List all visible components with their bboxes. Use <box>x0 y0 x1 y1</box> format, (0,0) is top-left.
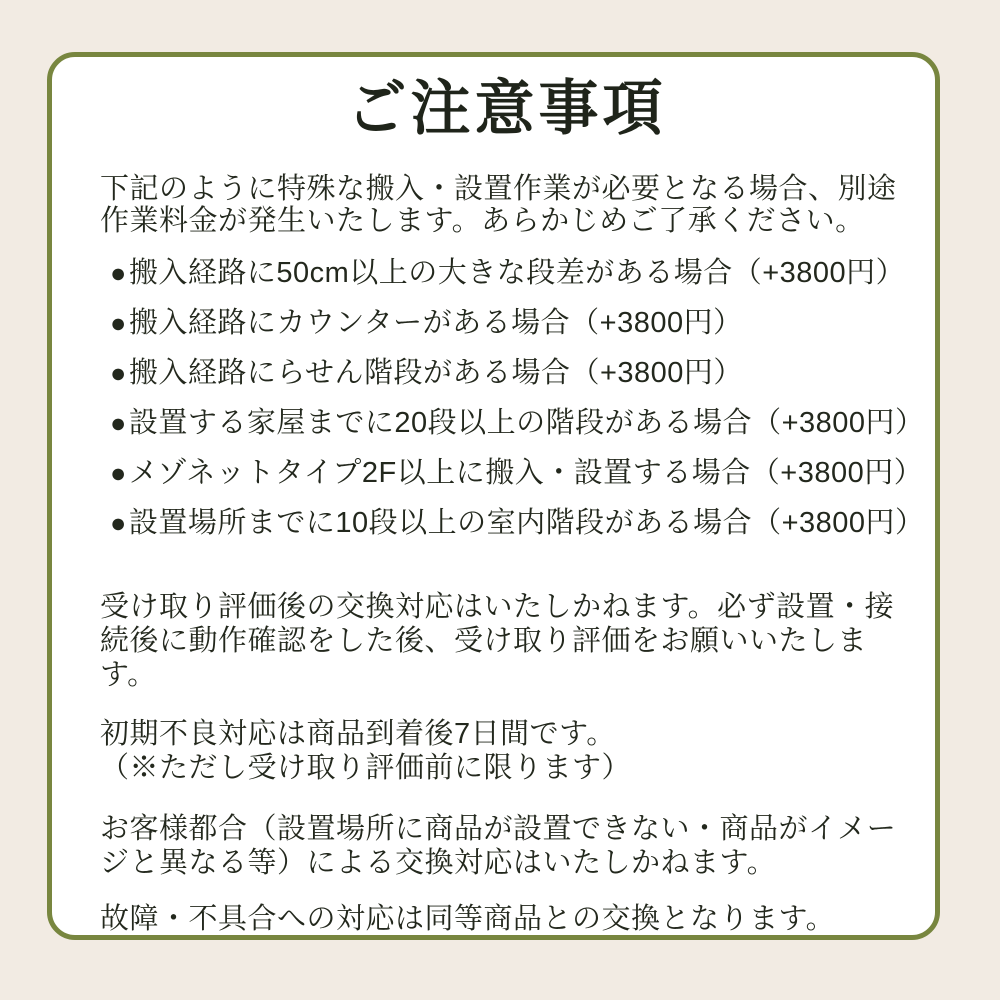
policy-customer-reason: お客様都合（設置場所に商品が設置できない・商品がイメージと異なる等）による交換対応はいたしかねます。 <box>100 813 897 879</box>
fee-condition-item <box>110 358 913 388</box>
fee-condition-text: 搬入経路にらせん階段がある場合（+3800円） <box>128 357 743 389</box>
intro-text: 下記のように特殊な搬入・設置作業が必要となる場合、別途作業料金が発生いたします。あらかじめご了承ください。 <box>100 173 897 237</box>
fee-condition-text: 設置する家屋までに20段以上の階段がある場合（+3800円） <box>128 407 925 439</box>
bullet-icon: ● <box>110 258 127 288</box>
policy-initial-defect-note: （※ただし受け取り評価前に限ります） <box>100 752 632 784</box>
fee-condition-item <box>110 507 925 539</box>
policy-malfunction: 故障・不具合への対応は同等商品との交換となります。 <box>100 903 836 935</box>
fee-condition-item <box>110 457 924 489</box>
fee-condition-item <box>110 407 925 439</box>
fee-condition-text: 設置場所までに10段以上の室内階段がある場合（+3800円） <box>128 507 925 539</box>
notice-title: ご注意事項 <box>346 75 667 142</box>
bullet-icon: ● <box>110 458 127 488</box>
fee-condition-text: 搬入経路に50cm以上の大きな段差がある場合（+3800円） <box>128 257 906 289</box>
bullet-icon: ● <box>110 358 127 388</box>
policy-initial-defect-line: 初期不良対応は商品到着後7日間です。 <box>100 718 616 750</box>
policy-receipt-rating: 受け取り評価後の交換対応はいたしかねます。必ず設置・接続後に動作確認をした後、受け取り評価をお願いいたします。 <box>100 591 895 691</box>
bullet-icon: ● <box>110 508 127 538</box>
policy-initial-defect <box>100 717 913 785</box>
fee-condition-text: 搬入経路にカウンターがある場合（+3800円） <box>128 307 743 339</box>
fee-condition-list <box>100 257 925 539</box>
fee-condition-item <box>110 308 913 338</box>
bullet-icon: ● <box>110 408 127 438</box>
notice-card <box>47 52 940 940</box>
bullet-icon: ● <box>110 308 127 338</box>
fee-condition-text: メゾネットタイプ2F以上に搬入・設置する場合（+3800円） <box>128 457 924 489</box>
fee-condition-item <box>110 258 913 288</box>
